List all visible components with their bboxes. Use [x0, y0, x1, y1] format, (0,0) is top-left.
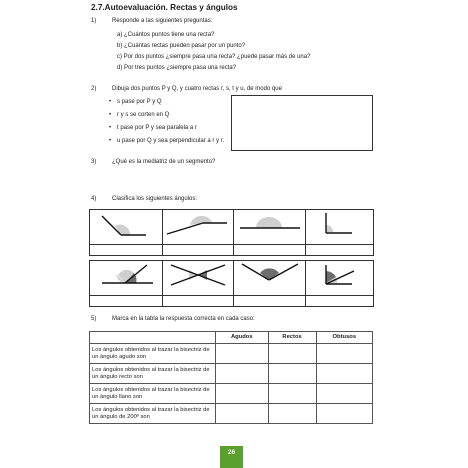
answer-table — [89, 331, 373, 424]
obtuse-angle-icon — [90, 210, 162, 239]
table-header-rectos: Rectos — [268, 332, 316, 344]
q3-text: ¿Qué es la mediatriz de un segmento? — [112, 159, 216, 165]
q1-item-c: c) Por dos puntos ¿siempre pasa una recta? ¿puede pasar más de una? — [117, 54, 311, 60]
answer-cell[interactable] — [306, 296, 374, 307]
section-number: 2.7. — [91, 3, 105, 12]
bullet-icon: • — [109, 99, 112, 105]
q1-text: Responde a las siguientes preguntas: — [112, 18, 213, 24]
table-header-obtusos: Obtusos — [316, 332, 372, 344]
angle-table-2 — [89, 260, 374, 307]
obtuse-angle-icon — [234, 261, 305, 290]
bullet-icon: • — [109, 112, 112, 118]
checkbox-cell[interactable] — [216, 384, 269, 404]
row-question: Los ángulos obtenidos al trazar la bisectriz de un ángulo llano son — [90, 384, 216, 404]
page-number-badge: 26 — [220, 446, 243, 468]
table-row — [90, 384, 373, 404]
checkbox-cell[interactable] — [316, 364, 372, 384]
table-row — [90, 344, 373, 364]
q5-text: Marca en la tabla la respuesta correcta en cada caso: — [112, 316, 255, 322]
q1-item-b: b) ¿Cuántas rectas pueden pasar por un punto? — [117, 43, 246, 49]
table-header-empty — [90, 332, 216, 344]
angle-cell — [234, 261, 306, 296]
angle-cell — [90, 210, 163, 245]
answer-cell[interactable] — [234, 296, 306, 307]
q2-drawing-box[interactable] — [231, 95, 373, 151]
q2-number: 2) — [91, 86, 97, 92]
bullet-icon: • — [109, 125, 112, 131]
answer-cell[interactable] — [90, 245, 163, 256]
q2-bullet-4: u pase por Q y sea perpendicular a r y r. — [117, 138, 225, 144]
section-title — [91, 3, 238, 12]
q2-bullet-1: s pase por P y Q — [117, 99, 162, 105]
checkbox-cell[interactable] — [316, 344, 372, 364]
q5-number: 5) — [91, 316, 97, 322]
row-question: Los ángulos obtenidos al trazar la bisectriz de un ángulo de 200º son — [90, 404, 216, 424]
acute-angle-icon — [306, 261, 373, 290]
angle-cell — [234, 210, 306, 245]
q4-text: Clasifica los siguientes ángulos: — [112, 196, 198, 202]
answer-cell[interactable] — [163, 245, 234, 256]
angle-table-1 — [89, 209, 374, 256]
table-row — [90, 364, 373, 384]
checkbox-cell[interactable] — [216, 404, 269, 424]
vertical-angles-icon — [163, 261, 233, 290]
checkbox-cell[interactable] — [216, 364, 269, 384]
answer-cell[interactable] — [90, 296, 163, 307]
checkbox-cell[interactable] — [268, 384, 316, 404]
right-angle-icon — [306, 210, 373, 239]
checkbox-cell[interactable] — [268, 404, 316, 424]
answer-cell[interactable] — [306, 245, 374, 256]
straight-angle-icon — [234, 210, 305, 239]
table-header-agudos: Agudos — [216, 332, 269, 344]
acute-angle-icon — [90, 261, 162, 290]
q1-item-d: d) Por tres puntos ¿siempre pasa una recta? — [117, 65, 237, 71]
obtuse-angle-icon — [163, 210, 233, 239]
checkbox-cell[interactable] — [316, 384, 372, 404]
angle-cell — [90, 261, 163, 296]
angle-cell — [163, 210, 234, 245]
checkbox-cell[interactable] — [216, 344, 269, 364]
checkbox-cell[interactable] — [316, 404, 372, 424]
q1-number: 1) — [91, 18, 97, 24]
bullet-icon: • — [109, 138, 112, 144]
table-row — [90, 404, 373, 424]
q3-number: 3) — [91, 159, 97, 165]
q2-bullet-2: r y s se corten en Q — [117, 112, 170, 118]
q1-item-a: a) ¿Cuántos puntos tiene una recta? — [117, 32, 215, 38]
angle-cell — [306, 261, 374, 296]
q2-bullet-3: t pase por P y sea paralela a r — [117, 125, 197, 131]
q4-number: 4) — [91, 196, 97, 202]
checkbox-cell[interactable] — [268, 364, 316, 384]
row-question: Los ángulos obtenidos al trazar la bisectriz de un ángulo agudo son — [90, 344, 216, 364]
answer-cell[interactable] — [234, 245, 306, 256]
row-question: Los ángulos obtenidos al trazar la bisectriz de un ángulo recto son — [90, 364, 216, 384]
checkbox-cell[interactable] — [268, 344, 316, 364]
angle-cell — [306, 210, 374, 245]
answer-cell[interactable] — [163, 296, 234, 307]
angle-cell — [163, 261, 234, 296]
q2-text: Dibuja dos puntos P y Q, y cuatro rectas r, s, t y u, de modo que — [112, 86, 282, 92]
section-title-text: Autoevaluación. Rectas y ángulos — [104, 3, 238, 12]
